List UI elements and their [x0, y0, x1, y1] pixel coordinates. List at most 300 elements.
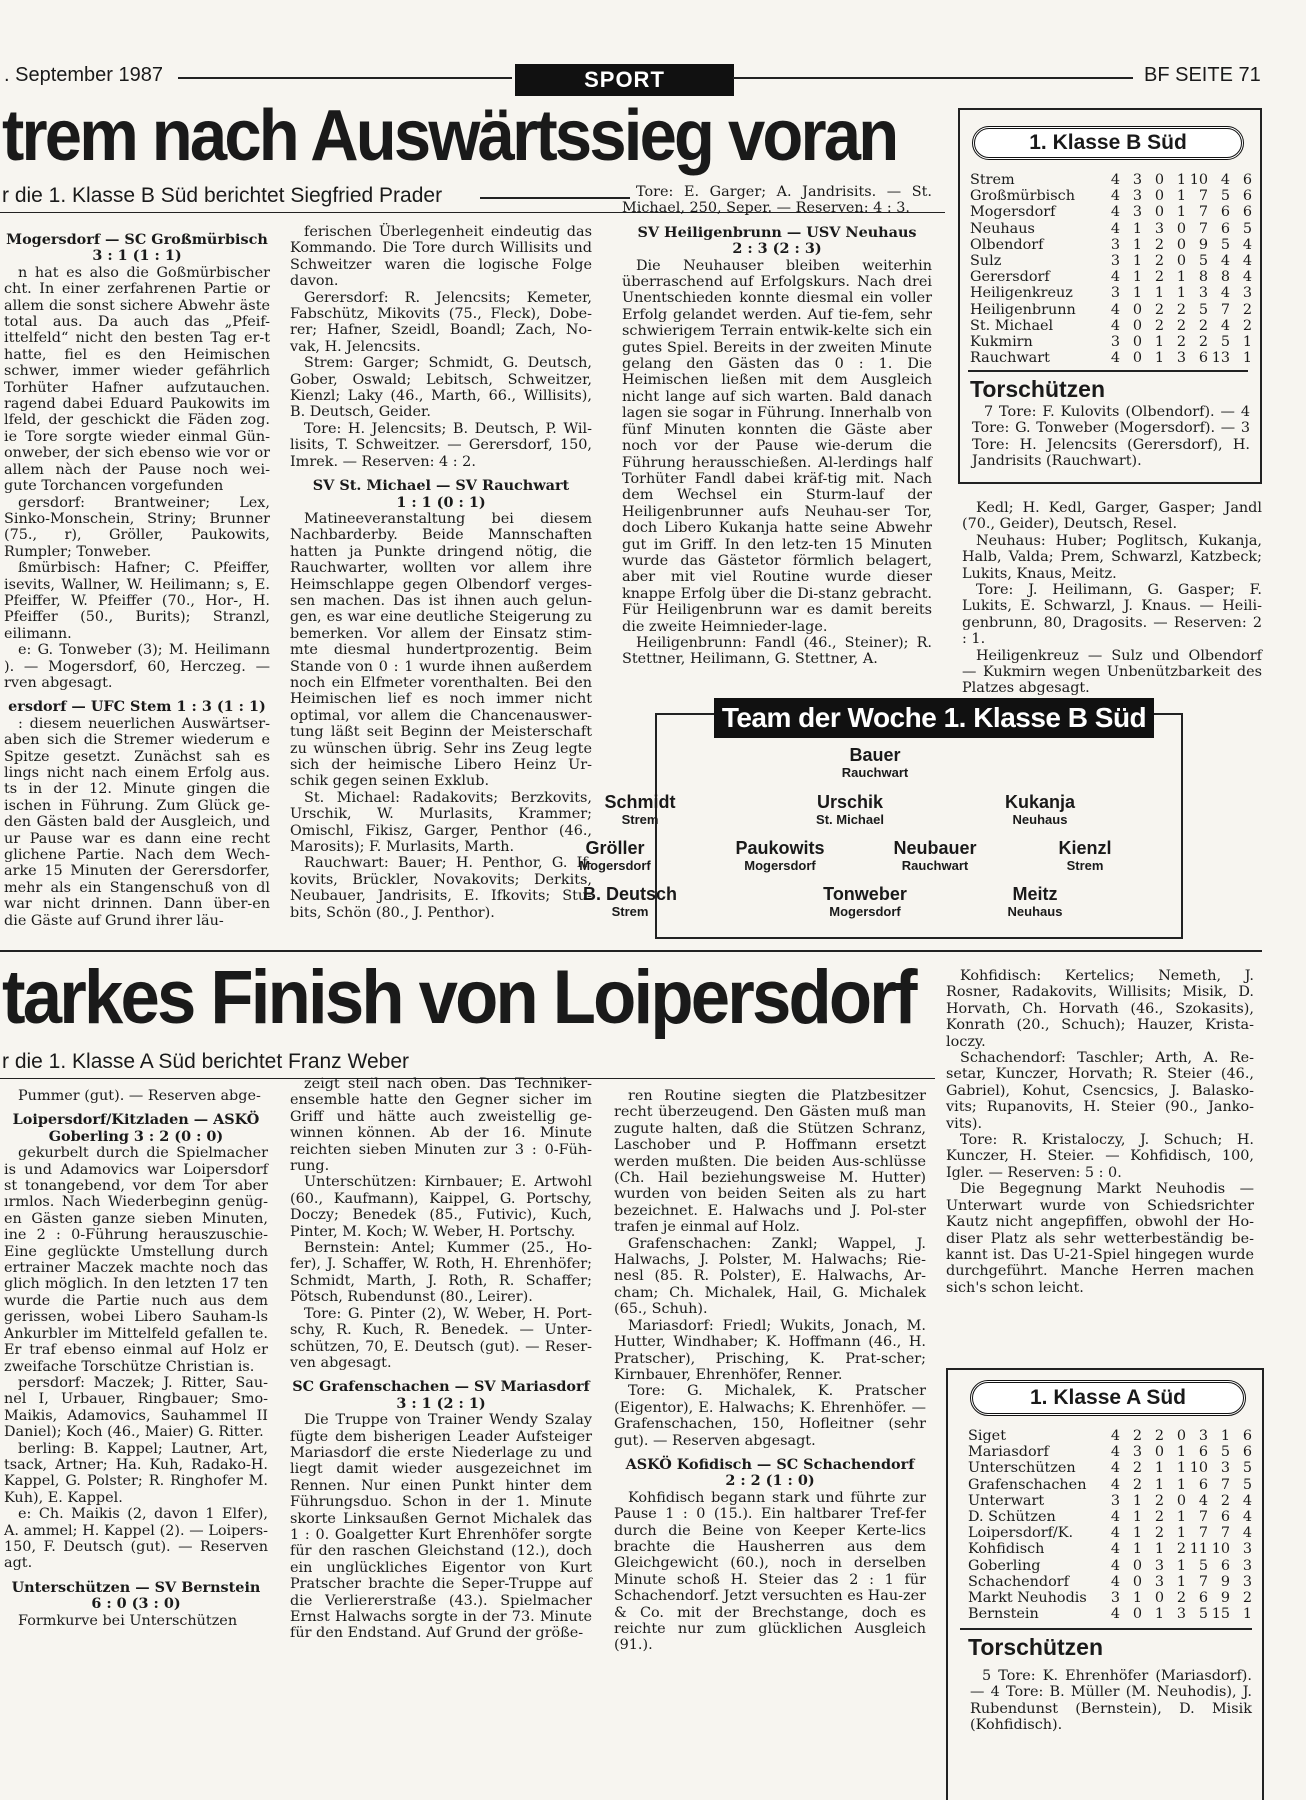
- paragraph: Kohfidisch: Kertelics; Nemeth, J. Rosner, Radakovits, Willisits; Misik, D. Horvath, Ch. Horvath (46., Szokasits), Konrath (20., Schuch); Hauzer, Krista-loczy.: [946, 968, 1254, 1050]
- league-table-b-title: 1. Klasse B Süd: [972, 126, 1244, 160]
- stat-cell: 5: [1198, 1606, 1208, 1623]
- stat-cell: 0: [1154, 188, 1164, 205]
- stat-cell: 4: [1220, 317, 1230, 334]
- stat-cell: 3: [1110, 253, 1120, 270]
- stat-cell: 5: [1242, 1476, 1252, 1493]
- team-player: [1005, 838, 1165, 873]
- stat-cell: 0: [1176, 236, 1186, 253]
- paragraph: berling: B. Kappel; Lautner, Art, tsack, Artner; Ha. Kuh, Radako-H. Kappel, G. Polster; R. Ringhofer M. Kuh), E. Kappel.: [4, 1440, 268, 1506]
- stat-cell: 1: [1132, 1492, 1142, 1509]
- stat-cell: 1: [1154, 334, 1164, 351]
- paragraph: Formkurve bei Unterschützen: [18, 1612, 238, 1629]
- stat-cell: 4: [1110, 1444, 1120, 1461]
- stat-cell: 3: [1154, 1573, 1164, 1590]
- stat-cell: 7: [1198, 220, 1208, 237]
- player-club: Mogersdorf: [829, 904, 901, 919]
- stat-cell: 2: [1154, 269, 1164, 286]
- match-heading: 3 : 1 (1 : 1): [92, 247, 182, 265]
- team-name: Bernstein: [968, 1606, 1039, 1623]
- paragraph: Strem: Garger; Schmidt, G. Deutsch, Gober, Oswald; Lebitsch, Schweitzer, Kienzl; Laky (46., Marth, 66., Willisits), B. Deutsch, Geider.: [290, 355, 592, 421]
- stat-cell: 2: [1154, 1492, 1164, 1509]
- team-player: [795, 745, 955, 780]
- stat-cell: 1: [1176, 204, 1186, 221]
- player-club: Neuhaus: [1007, 904, 1063, 919]
- paragraph: Pummer (gut). — Reserven abge-: [18, 1088, 261, 1104]
- stat-cell: 7: [1198, 204, 1208, 221]
- paragraph: Heiligenkreuz — Sulz und Olbendorf — Kukmirn wegen Unbenützbarkeit des Platzes abgesagt.: [962, 647, 1262, 697]
- player-name: Paukowits: [735, 838, 825, 858]
- article2-column-2: [290, 1076, 592, 1642]
- team-name: Unterschützen: [968, 1460, 1076, 1477]
- team-name: Heiligenkreuz: [970, 285, 1073, 302]
- player-name: Tonweber: [823, 884, 907, 904]
- table-row: [968, 1477, 1252, 1493]
- stat-cell: 4: [1110, 1541, 1120, 1558]
- table-row: [968, 1541, 1252, 1557]
- table-row: [970, 285, 1252, 301]
- stat-cell: 0: [1132, 301, 1142, 318]
- stat-cell: 1: [1132, 1590, 1142, 1607]
- stat-cell: 4: [1110, 1606, 1120, 1623]
- match-heading: 3 : 1 (2 : 1): [396, 1394, 486, 1412]
- stat-cell: 6: [1242, 188, 1252, 205]
- paragraph: Grafenschachen: Zankl; Wappel, J. Halwachs, J. Polster, M. Halwachs; Rie-nesl (85. R. Polster), E. Halwachs, Ar-cham; Ch. Michalek, Hail, G. Michalek (65., Schuh).: [614, 1235, 926, 1318]
- stat-cell: 6: [1198, 350, 1208, 367]
- stat-cell: 3: [1242, 285, 1252, 302]
- stat-cell: 7: [1198, 1525, 1208, 1542]
- stat-cell: 9: [1220, 1590, 1230, 1607]
- stat-cell: 1: [1176, 1557, 1186, 1574]
- stat-cell: 2: [1176, 301, 1186, 318]
- stat-cell: 1: [1132, 1509, 1142, 1526]
- paragraph: Kedl; H. Kedl, Garger, Gasper; Jandl (70., Geider), Deutsch, Resel.: [962, 500, 1262, 533]
- stat-cell: 2: [1198, 317, 1208, 334]
- stat-cell: 6: [1242, 204, 1252, 221]
- paragraph: persdorf: Maczek; J. Ritter, Sau-nel I, Urbauer, Ringbauer; Smo-Maikis, Adamovics, Sauhammel II Daniel); Koch (46., Maier) G. Ritter.: [4, 1374, 268, 1441]
- stat-cell: 10: [1189, 172, 1208, 188]
- player-name: B. Deutsch: [582, 884, 678, 904]
- stat-cell: 13: [1211, 350, 1230, 367]
- stat-cell: 4: [1110, 188, 1120, 205]
- stat-cell: 7: [1220, 301, 1230, 318]
- article2-column-3: [614, 1088, 926, 1654]
- player-name: Kienzl: [1058, 838, 1112, 858]
- player-name: Urschik: [816, 792, 884, 812]
- stat-cell: 11: [1189, 1541, 1208, 1558]
- header-rule-right: [733, 77, 1133, 79]
- stat-cell: 0: [1154, 1444, 1164, 1461]
- stat-cell: 0: [1132, 1606, 1142, 1623]
- table-row: [968, 1590, 1252, 1606]
- stat-cell: 4: [1110, 220, 1120, 237]
- stat-cell: 4: [1110, 1509, 1120, 1526]
- paragraph: ferischen Überlegenheit eindeutig das Kommando. Die Tore durch Willisits und Schweitzer waren die logische Folge davon.: [290, 224, 592, 290]
- stat-cell: 2: [1176, 1541, 1186, 1558]
- stat-cell: 3: [1242, 1557, 1252, 1574]
- stat-cell: 0: [1176, 1428, 1186, 1444]
- scorers-b-text: 7 Tore: F. Kulovits (Olbendorf). — 4 Tore: G. Tonweber (Mogersdorf). — 3 Tore: H. Jelencsits (Gerersdorf), H. Jandrisits (Rauchwart).: [972, 404, 1250, 470]
- article1-column-2: [290, 224, 592, 921]
- stat-cell: 2: [1242, 1590, 1252, 1607]
- stat-cell: 9: [1220, 1573, 1230, 1590]
- match-heading: 6 : 0 (3 : 0): [91, 1595, 181, 1613]
- stat-cell: 3: [1154, 1557, 1164, 1574]
- stat-cell: 2: [1154, 1428, 1164, 1444]
- stat-cell: 0: [1154, 172, 1164, 188]
- stat-cell: 1: [1154, 1606, 1164, 1623]
- stat-cell: 6: [1242, 172, 1252, 188]
- stat-cell: 6: [1242, 1444, 1252, 1461]
- team-name: Neuhaus: [970, 220, 1035, 237]
- player-name: Meitz: [1012, 884, 1058, 904]
- stat-cell: 0: [1176, 1492, 1186, 1509]
- stat-cell: 1: [1132, 220, 1142, 237]
- stat-cell: 2: [1132, 1460, 1142, 1477]
- player-name: Neubauer: [893, 838, 977, 858]
- team-name: Siget: [968, 1428, 1006, 1444]
- stat-cell: 6: [1220, 1509, 1230, 1526]
- stat-cell: 2: [1154, 317, 1164, 334]
- match-heading: 2 : 3 (2 : 3): [732, 240, 822, 258]
- table-row: [970, 221, 1252, 237]
- team-name: Strem: [970, 172, 1015, 188]
- match-heading: SV Heiligenbrunn — USV Neuhaus: [637, 223, 917, 241]
- player-club: Strem: [611, 904, 649, 919]
- paragraph: : diesem neuerlichen Auswärtser-aben sich die Stremer wiederum e Spitze gesetzt. Zunächst sah es lings nicht nach einem Erfolg aus. ts in der 12. Minute gingen die ischen in Führung. Zum Glück ge-den Gästen bald der Ausgleich, und ur Pause war es dann eine recht glichene Partie. Nach dem Wech-arke 15 Minuten der Gerersdorfer, mehr als ein Stangenschuß von dl war nicht drinnen. Dann über-en die Gäste auf Grund ihrer läu-: [4, 715, 270, 929]
- stat-cell: 1: [1242, 1606, 1252, 1623]
- paragraph: Bernstein: Antel; Kummer (25., Ho-fer), J. Schaffer, W. Roth, H. Ehrenhöfer; Schmidt, Marth, J. Roth, R. Schaffer; Pötsch, Rubendunst (80., Leirer).: [290, 1240, 592, 1306]
- player-club: Mogersdorf: [579, 858, 651, 873]
- stat-cell: 3: [1110, 236, 1120, 253]
- stat-cell: 8: [1198, 269, 1208, 286]
- team-name: Schachendorf: [968, 1573, 1069, 1590]
- article1-column-3: [622, 184, 932, 668]
- stat-cell: 0: [1132, 317, 1142, 334]
- stat-cell: 2: [1132, 1476, 1142, 1493]
- scorers-b-rule: [968, 370, 1248, 372]
- paragraph: e: Ch. Maikis (2, davon 1 Elfer), A. ammel; H. Kappel (2). — Loipers-150, F. Deutsch (gut). — Reserven agt.: [4, 1506, 268, 1572]
- match-heading: SV St. Michael — SV Rauchwart: [312, 477, 570, 495]
- stat-cell: 3: [1132, 188, 1142, 205]
- player-name: Kukanja: [1004, 792, 1076, 812]
- table-row: [968, 1574, 1252, 1590]
- player-name: Schmidt: [604, 792, 676, 812]
- stat-cell: 0: [1132, 1573, 1142, 1590]
- team-player: [855, 838, 1015, 873]
- table-row: [970, 188, 1252, 204]
- table-row: [970, 172, 1252, 188]
- stat-cell: 0: [1154, 204, 1164, 221]
- team-name: Markt Neuhodis: [968, 1590, 1087, 1607]
- stat-cell: 1: [1132, 1525, 1142, 1542]
- paragraph: gekurbelt durch die Spielmacher is und Adamovics war Loipersdorf st tonangebend, vor dem Tor aber ırmlos. Nach Wiederbeginn genüg-en Gästen ganze sieben Minuten, ine 2 : 0-Führung herauszuschie-Eine geglückte Umstellung durch ertrainer Maczek machte noch das glich möglich. In den letzten 17 ten wurde die Partie nuch aus dem gerissen, wobei Libero Sauham-ls Ankurbler im Mittelfeld gefallen te. Er traf ebenso einmal auf Holz er zweifache Torschütze Christian is.: [4, 1145, 268, 1375]
- stat-cell: 6: [1198, 1476, 1208, 1493]
- stat-cell: 2: [1132, 1428, 1142, 1444]
- table-row: [968, 1525, 1252, 1541]
- stat-cell: 1: [1176, 1573, 1186, 1590]
- stat-cell: 4: [1110, 1573, 1120, 1590]
- team-name: Heiligenbrunn: [970, 301, 1076, 318]
- team-name: Gerersdorf: [970, 269, 1050, 286]
- paragraph: ren Routine siegten die Platzbesitzer recht überzeugend. Den Gästen muß man zugute halten, daß die Stützen Schranz, Laschober und P. Hoffmann ersetzt werden mußten. Die beiden Aus-schlüsse (Ch. Hail beziehungsweise M. Hutter) wurden von beiden Seiten als zu hart bezeichnet. E. Halwachs und J. Pol-ster trafen je einmal auf Holz.: [614, 1088, 926, 1236]
- stat-cell: 1: [1176, 1509, 1186, 1526]
- stat-cell: 3: [1132, 1444, 1142, 1461]
- stat-cell: 4: [1242, 269, 1252, 286]
- team-player: [960, 792, 1120, 827]
- stat-cell: 3: [1198, 285, 1208, 302]
- stat-cell: 4: [1110, 172, 1120, 188]
- stat-cell: 3: [1198, 1428, 1208, 1444]
- match-heading: 2 : 2 (1 : 0): [725, 1472, 815, 1490]
- scorers-a-text: 5 Tore: K. Ehrenhöfer (Mariasdorf). — 4 Tore: B. Müller (M. Neuhodis), J. Rubendunst (Bernstein), D. Misik (Kohfidisch).: [970, 1668, 1252, 1734]
- player-club: St. Michael: [816, 812, 884, 827]
- article1-headline: trem nach Auswärtssieg voran: [2, 96, 897, 176]
- stat-cell: 0: [1154, 1590, 1164, 1607]
- stat-cell: 1: [1176, 269, 1186, 286]
- stat-cell: 2: [1220, 1492, 1230, 1509]
- header-rule-left: [178, 77, 512, 79]
- team-player: [535, 838, 695, 873]
- match-heading: Mogersdorf — SC Großmürbisch: [6, 231, 268, 248]
- paragraph: gersdorf: Brantweiner; Lex, Sinko-Monschein, Striny; Brunner (75., r), Gröller, Paukowits, Rumpler; Tonweber.: [4, 494, 270, 560]
- paragraph: Tore: G. Michalek, K. Pratscher (Eigentor), E. Halwachs; K. Ehrenhöfer. — Grafenschachen, 150, Hofleitner (sehr gut). — Reserven abgesagt.: [614, 1383, 926, 1449]
- paragraph: Rauchwart: Bauer; H. Penthor, G. If-kovits, Brückler, Novakovits; Derkits, Neubauer, Jandrisits, E. Ifkovits; Stu-bits, Schön (80., J. Penthor).: [290, 855, 592, 921]
- player-name: Bauer: [849, 745, 901, 765]
- stat-cell: 1: [1154, 1460, 1164, 1477]
- player-club: Neuhaus: [1012, 812, 1068, 827]
- stat-cell: 7: [1220, 1525, 1230, 1542]
- stat-cell: 3: [1110, 334, 1120, 351]
- team-player: [550, 884, 710, 919]
- stat-cell: 3: [1154, 220, 1164, 237]
- stat-cell: 0: [1132, 350, 1142, 367]
- stat-cell: 3: [1220, 1460, 1230, 1477]
- team-name: Großmürbisch: [970, 188, 1075, 205]
- match-heading: SC Grafenschachen — SV Mariasdorf: [292, 1378, 590, 1396]
- table-row: [968, 1444, 1252, 1460]
- stat-cell: 5: [1198, 253, 1208, 270]
- article1-column-4: [962, 500, 1262, 697]
- scorers-a-heading: Torschützen: [968, 1634, 1104, 1660]
- league-table-a: [968, 1428, 1252, 1622]
- stat-cell: 3: [1132, 204, 1142, 221]
- paragraph: Neuhaus: Huber; Poglitsch, Kukanja, Halb, Valda; Prem, Schwarzl, Katzbeck; Lukits, Knaus, Meitz.: [962, 532, 1262, 582]
- team-name: Loipersdorf/K.: [968, 1525, 1074, 1542]
- stat-cell: 2: [1176, 334, 1186, 351]
- stat-cell: 4: [1220, 253, 1230, 270]
- stat-cell: 3: [1176, 350, 1186, 367]
- team-name: Kukmirn: [970, 334, 1033, 351]
- table-row: [968, 1509, 1252, 1525]
- paragraph: Gerersdorf: R. Jelencsits; Kemeter, Fabschütz, Mikovits (75., Fleck), Dobe-rer; Hafner, Szeidl, Boandl; Zach, No-vak, H. Jelencsits.: [290, 289, 592, 355]
- paragraph: e: G. Tonweber (3); M. Heilimann ). — Mogersdorf, 60, Herczeg. — rven abgesagt.: [4, 642, 270, 691]
- stat-cell: 2: [1154, 1525, 1164, 1542]
- scorers-b-heading: Torschützen: [970, 376, 1106, 402]
- table-row: [970, 237, 1252, 253]
- paragraph: Unterschützen: Kirnbauer; E. Artwohl (60., Kaufmann), Kaippel, G. Portschy, Doczy; Benedek (85., Futivic), Kuch, Pinter, M. Koch; W. Weber, H. Portschy.: [290, 1174, 592, 1240]
- stat-cell: 2: [1176, 317, 1186, 334]
- stat-cell: 2: [1154, 1509, 1164, 1526]
- stat-cell: 3: [1132, 172, 1142, 188]
- article2-headline: tarkes Finish von Loipersdorf: [2, 955, 915, 1040]
- stat-cell: 5: [1242, 1460, 1252, 1477]
- stat-cell: 4: [1220, 172, 1230, 188]
- team-name: Grafenschachen: [968, 1476, 1087, 1493]
- stat-cell: 5: [1220, 334, 1230, 351]
- stat-cell: 2: [1198, 334, 1208, 351]
- team-player: [770, 792, 930, 827]
- stat-cell: 1: [1154, 285, 1164, 302]
- player-club: Strem: [621, 812, 659, 827]
- match-heading: Unterschützen — SV Bernstein: [11, 1578, 261, 1596]
- stat-cell: 1: [1132, 236, 1142, 253]
- stat-cell: 1: [1176, 172, 1186, 188]
- team-name: Mogersdorf: [970, 204, 1056, 221]
- team-name: Mariasdorf: [968, 1444, 1049, 1461]
- table-row: [970, 318, 1252, 334]
- match-heading: ASKÖ Kofidisch — SC Schachendorf: [625, 1455, 915, 1473]
- table-row: [968, 1460, 1252, 1476]
- stat-cell: 5: [1220, 1444, 1230, 1461]
- stat-cell: 4: [1110, 301, 1120, 318]
- paragraph: Tore: H. Jelencsits; B. Deutsch, P. Wil-lisits, T. Schweitzer. — Gerersdorf, 150, Imrek. — Reserven: 4 : 2.: [290, 420, 592, 470]
- stat-cell: 1: [1154, 350, 1164, 367]
- stat-cell: 4: [1110, 1460, 1120, 1477]
- stat-cell: 4: [1110, 1428, 1120, 1444]
- table-row: [970, 350, 1252, 366]
- stat-cell: 0: [1176, 253, 1186, 270]
- stat-cell: 7: [1220, 1476, 1230, 1493]
- paragraph: Die Neuhauser bleiben weiterhin überraschend auf Erfolgskurs. Nach drei Unentschieden konnte diesmal ein voller Erfolg gelandet werden. Auf tie-fem, sehr schwierigem Terrain entwik-kelte sich ein gutes Spiel. Bereits in der zweiten Minute gelang den Gästen das 0 : 1. Die Heimischen ließen mit dem Ausgleich nicht lange auf sich warten. Bald danach lagen sie sogar in Führung. Innerhalb von fünf Minuten konnten die Gäste aber noch vor der Pause wie-derum die Führung herausschießen. Al-lerdings half Torhüter Fandl dabei kräf-tig mit. Nach dem Wechsel ein Sturm-lauf der Heiligenbrunner aufs Neuhau-ser Tor, doch Libero Kukanja hatte seine Abwehr gut im Griff. In den letz-ten 15 Minuten wurde das Gästetor förmlich belagert, aber mit viel Routine wurde dieser knappe Erfolg über die Di-stanz gebracht. Für Heiligenbrunn war es damit bereits die zweite Heimnieder-lage.: [622, 257, 932, 635]
- stat-cell: 0: [1132, 1557, 1142, 1574]
- stat-cell: 2: [1154, 301, 1164, 318]
- section-label: SPORT: [515, 64, 734, 96]
- league-table-a-title: 1. Klasse A Süd: [970, 1380, 1246, 1416]
- stat-cell: 6: [1198, 1444, 1208, 1461]
- table-row: [968, 1493, 1252, 1509]
- table-row: [970, 302, 1252, 318]
- stat-cell: 1: [1176, 1460, 1186, 1477]
- paragraph: Schachendorf: Taschler; Arth, A. Re-setar, Kunczer, Horvath; R. Steier (46., Gabriel), Kohut, Csencsics, J. Balasko-vits; Rupanovits, H. Steier (90., Janko-vits).: [946, 1050, 1254, 1132]
- stat-cell: 7: [1198, 188, 1208, 205]
- stat-cell: 3: [1110, 285, 1120, 302]
- paragraph: Tore: E. Garger; A. Jandrisits. — St. Michael, 250, Seper. — Reserven: 4 : 3.: [622, 184, 932, 217]
- paragraph: Mariasdorf: Friedl; Wukits, Jonach, M. Hutter, Windhaber; K. Hoffmann (46., H. Pratscher), Prisching, K. Prat-scher; Kirnbauer, Ehrenhöfer, Renner.: [614, 1317, 926, 1383]
- stat-cell: 4: [1220, 285, 1230, 302]
- stat-cell: 5: [1220, 188, 1230, 205]
- scorers-a-rule: [960, 1628, 1252, 1630]
- stat-cell: 4: [1242, 1509, 1252, 1526]
- stat-cell: 4: [1198, 1492, 1208, 1509]
- stat-cell: 1: [1132, 1541, 1142, 1558]
- stat-cell: 1: [1176, 285, 1186, 302]
- stat-cell: 4: [1110, 350, 1120, 367]
- table-row: [970, 269, 1252, 285]
- paragraph: Tore: G. Pinter (2), W. Weber, H. Port-schy, R. Kuch, R. Benedek. — Unter-schützen, 70, E. Deutsch (gut). — Reser-ven abgesagt.: [290, 1305, 592, 1371]
- stat-cell: 5: [1198, 1557, 1208, 1574]
- stat-cell: 3: [1242, 1541, 1252, 1558]
- stat-cell: 7: [1198, 1573, 1208, 1590]
- stat-cell: 6: [1220, 1557, 1230, 1574]
- team-player: [700, 838, 860, 873]
- stat-cell: 10: [1211, 1541, 1230, 1558]
- player-name: Gröller: [585, 838, 645, 858]
- article-divider: [0, 950, 1262, 952]
- team-name: D. Schützen: [968, 1509, 1056, 1526]
- stat-cell: 1: [1176, 188, 1186, 205]
- stat-cell: 5: [1242, 220, 1252, 237]
- player-club: Strem: [1066, 858, 1104, 873]
- paragraph: Tore: J. Heilimann, G. Gasper; F. Lukits, E. Schwarzl, J. Knaus. — Heili-genbrunn, 80, Dragosits. — Reserven: 2 : 1.: [962, 582, 1262, 648]
- stat-cell: 7: [1198, 1509, 1208, 1526]
- table-row: [970, 334, 1252, 350]
- team-name: Sulz: [970, 253, 1002, 270]
- page-number: BF SEITE 71: [1138, 64, 1261, 87]
- stat-cell: 3: [1242, 1573, 1252, 1590]
- paragraph: Die Truppe von Trainer Wendy Szalay fügte dem bisherigen Leader Aufsteiger Mariasdorf die erste Niederlage zu und liegt damit wieder ausgezeichnet im Rennen. Nur einen Punkt hinter dem Führungsduo. Schon in der 1. Minute skorte Linksaußen Gernot Michalek das 1 : 0. Goalgetter Kurt Ehrenhöfer sorgte für den raschen Gleichstand (12.), doch ein unglückliches Eigentor von Kurt Pratscher brachte die Seper-Truppe auf die Verliererstraße (43.). Spielmacher Ernst Halwachs sorgte in der 73. Minute für den Endstand. Auf Grund der größe-: [290, 1412, 592, 1642]
- stat-cell: 4: [1242, 1525, 1252, 1542]
- paragraph: Die Begegnung Markt Neuhodis — Unterwart wurde von Schiedsrichter Kautz nicht angepfiffen, obwohl der Ho-diser Platz als sehr wetterbeständig be-kannt ist. Das U-21-Spiel hingegen wurde durchgeführt. Manche Herren machen sich's schon leicht.: [946, 1181, 1254, 1296]
- table-row: [970, 253, 1252, 269]
- table-row: [968, 1558, 1252, 1574]
- team-name: St. Michael: [970, 317, 1054, 334]
- team-player: [955, 884, 1115, 919]
- article2-column-1: [4, 1088, 268, 1629]
- stat-cell: 0: [1132, 334, 1142, 351]
- article2-byline: r die 1. Klasse A Süd berichtet Franz Weber: [2, 1050, 409, 1073]
- stat-cell: 1: [1132, 253, 1142, 270]
- paragraph: ßmürbisch: Hafner; C. Pfeiffer, isevits, Wallner, W. Heilimann; s, E. Pfeiffer, W. Pfeiffer (70., Hor-, H. Pfeiffer (50., Burits); Stranzl, eilimann.: [4, 560, 270, 642]
- match-heading: Loipersdorf/Kitzladen — ASKÖ: [12, 1111, 260, 1129]
- stat-cell: 5: [1198, 301, 1208, 318]
- match-heading: 1 : 1 (0 : 1): [396, 493, 486, 511]
- paragraph: zeigt steil nach oben. Das Techniker-ensemble hatte den Gegner sicher im Griff und hätte auch zweistellig ge-winnen können. Ab der 16. Minute reichten sieben Minuten zur 3 : 0-Füh-rung.: [290, 1076, 592, 1175]
- issue-date: . September 1987: [4, 64, 163, 86]
- paragraph: Heiligenbrunn: Fandl (46., Steiner); R. Stettner, Heilimann, G. Stettner, A.: [622, 634, 932, 668]
- stat-cell: 10: [1189, 1460, 1208, 1477]
- stat-cell: 3: [1110, 1492, 1120, 1509]
- stat-cell: 1: [1154, 1541, 1164, 1558]
- stat-cell: 4: [1242, 253, 1252, 270]
- article1-byline: r die 1. Klasse B Süd berichtet Siegfried Prader: [2, 184, 443, 207]
- team-name: Kohfidisch: [968, 1541, 1045, 1558]
- stat-cell: 4: [1110, 1557, 1120, 1574]
- stat-cell: 6: [1220, 220, 1230, 237]
- player-club: Rauchwart: [841, 765, 909, 780]
- stat-cell: 4: [1242, 236, 1252, 253]
- stat-cell: 4: [1110, 1476, 1120, 1493]
- stat-cell: 0: [1176, 220, 1186, 237]
- match-heading: Goberling 3 : 2 (0 : 0): [48, 1127, 224, 1145]
- stat-cell: 2: [1176, 1590, 1186, 1607]
- team-of-week-title: Team der Woche 1. Klasse B Süd: [714, 698, 1154, 738]
- stat-cell: 4: [1110, 317, 1120, 334]
- paragraph: St. Michael: Radakovits; Berzkovits, Urschik, W. Murlasits, Krammer; Omischl, Fikisz, Garger, Penthor (46., Marosits); F. Murlasits, Marth.: [290, 789, 592, 856]
- stat-cell: 1: [1242, 350, 1252, 367]
- stat-cell: 1: [1132, 285, 1142, 302]
- stat-cell: 2: [1242, 301, 1252, 318]
- stat-cell: 3: [1110, 1590, 1120, 1607]
- stat-cell: 4: [1110, 1525, 1120, 1542]
- league-table-b: [970, 172, 1252, 366]
- match-heading: ersdorf — UFC Stem 1 : 3 (1 : 1): [8, 698, 266, 716]
- stat-cell: 8: [1220, 269, 1230, 286]
- stat-cell: 2: [1154, 253, 1164, 270]
- stat-cell: 1: [1220, 1428, 1230, 1444]
- stat-cell: 1: [1176, 1444, 1186, 1461]
- stat-cell: 1: [1154, 1476, 1164, 1493]
- stat-cell: 9: [1198, 236, 1208, 253]
